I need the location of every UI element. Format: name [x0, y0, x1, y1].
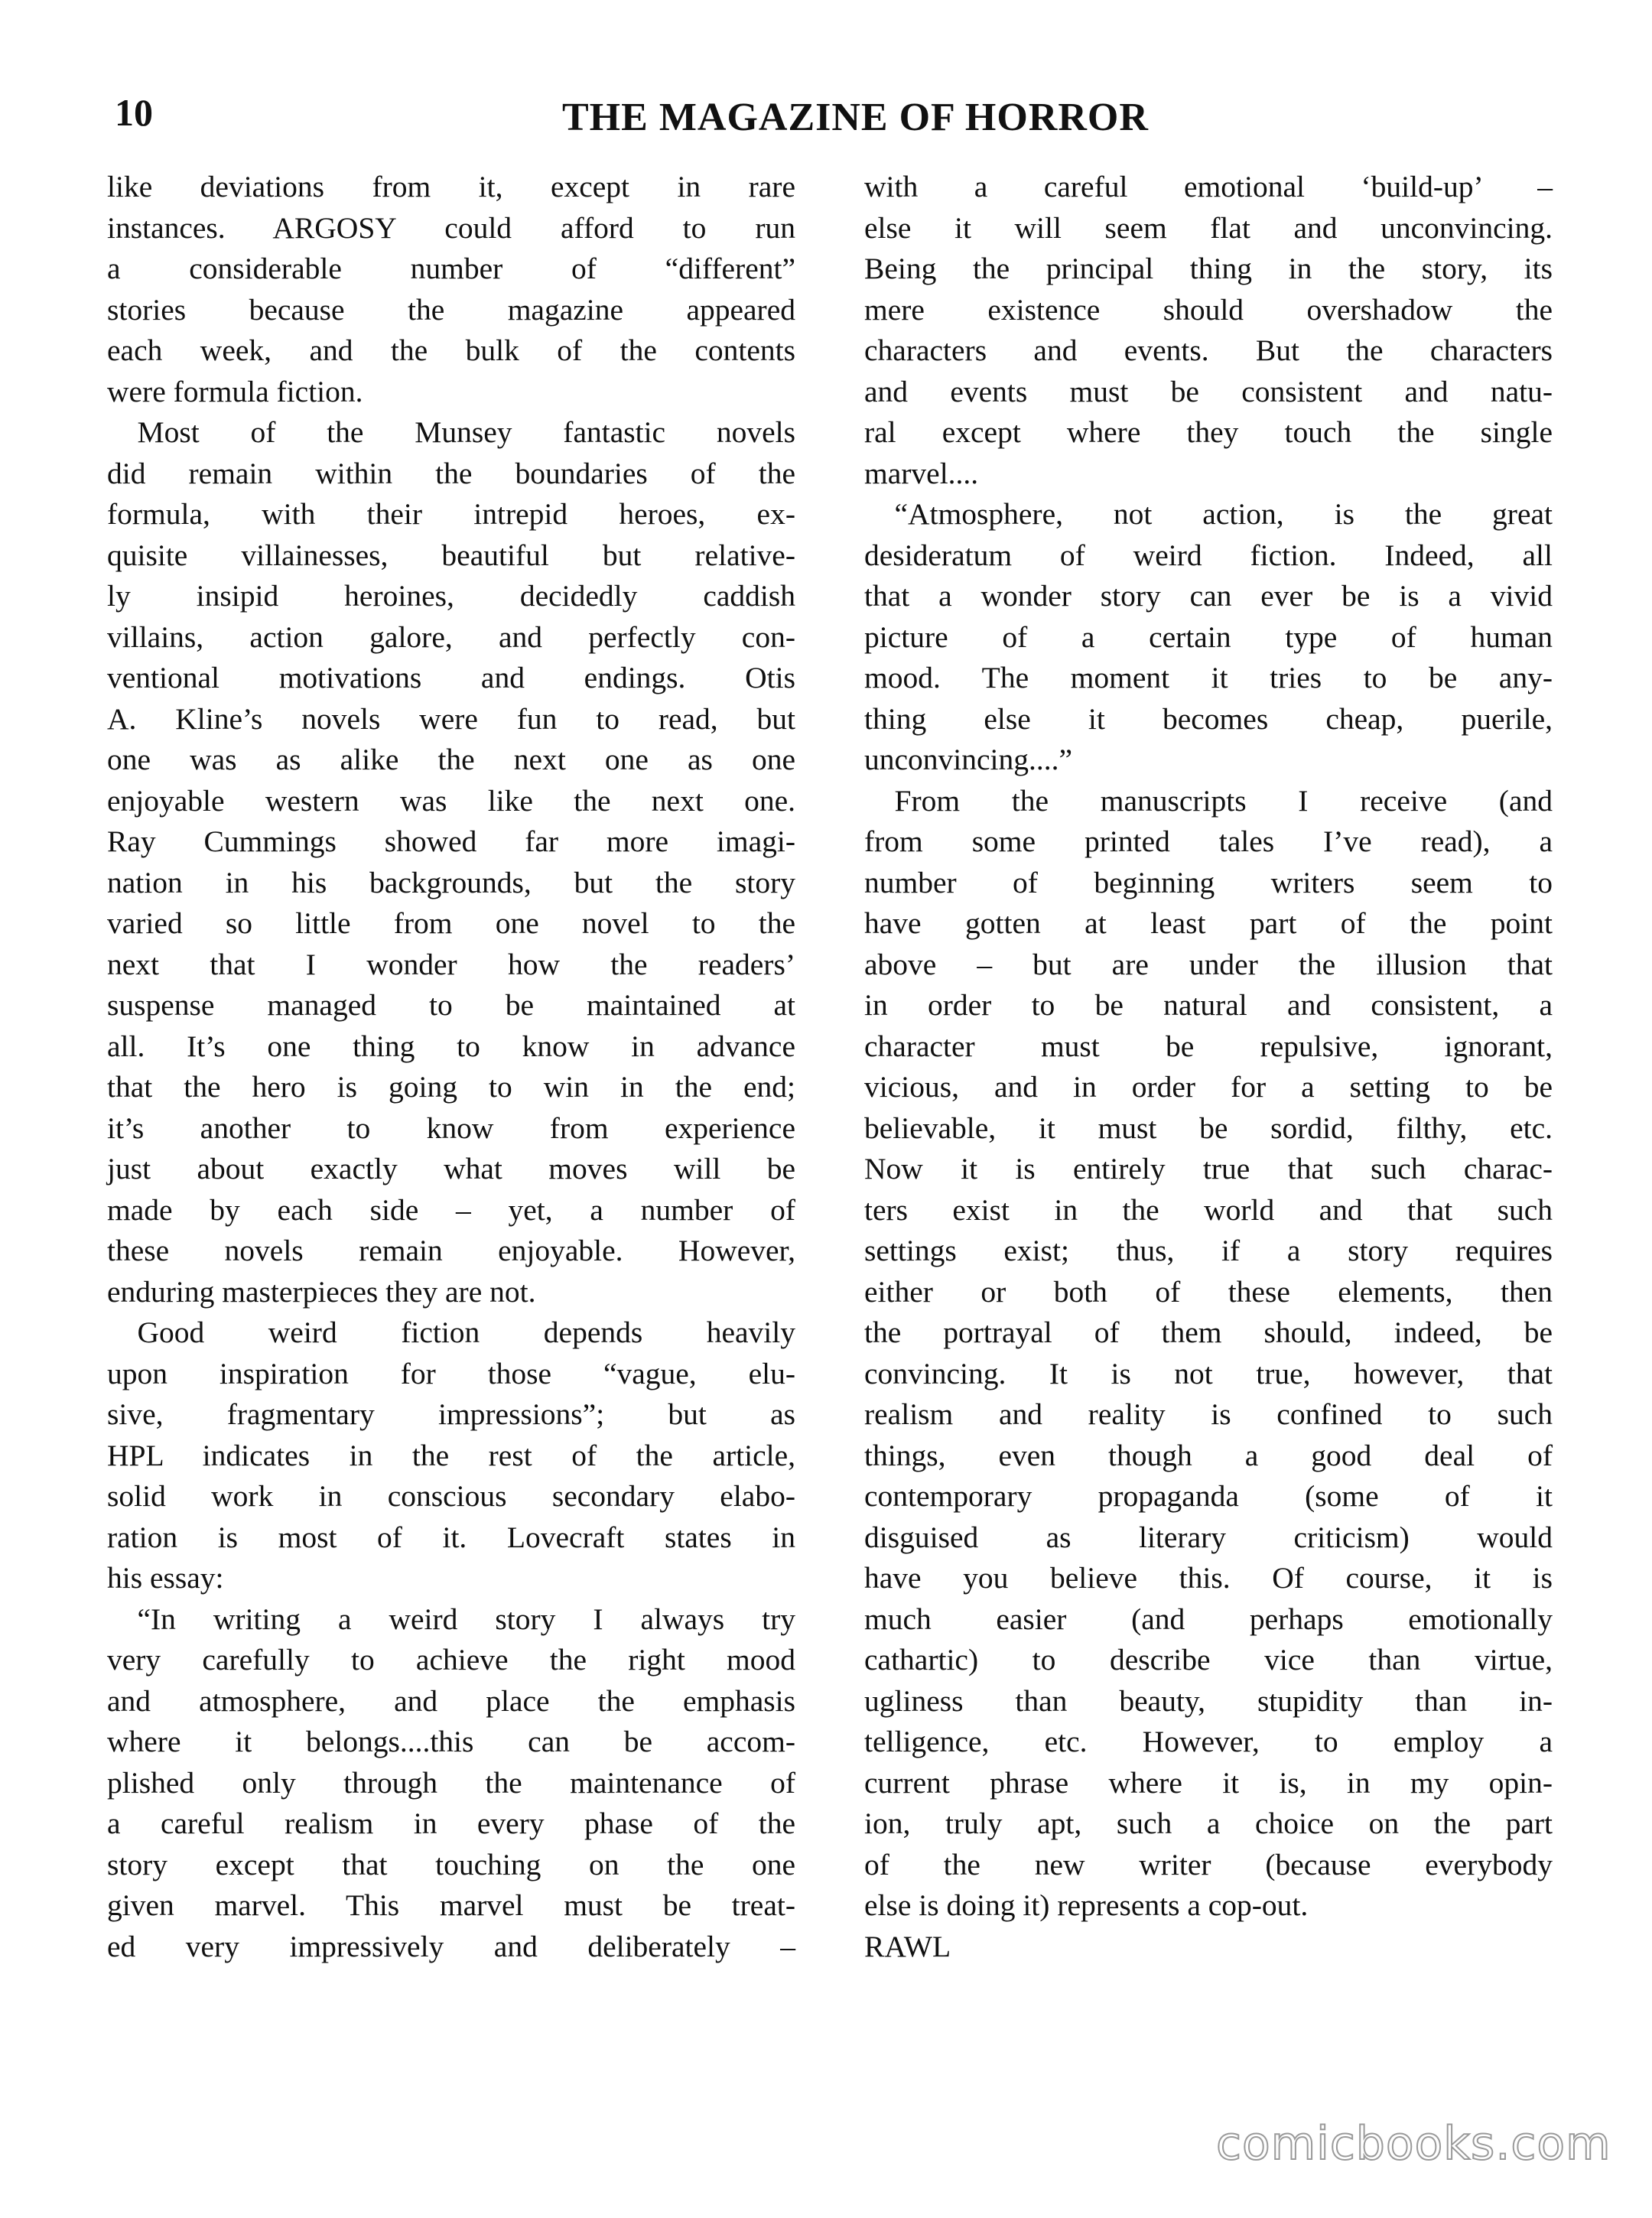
text-line: vicious, and in order for a setting to be — [864, 1070, 1553, 1104]
text-line: have you believe this. Of course, it is — [864, 1561, 1553, 1595]
text-line: picture of a certain type of human — [864, 620, 1553, 654]
text-line: one was as alike the next one as one — [107, 743, 795, 776]
text-line: ly insipid heroines, decidedly caddish — [107, 579, 795, 613]
left-text-column — [107, 167, 795, 1967]
text-line: formula, with their intrepid heroes, ex- — [107, 497, 795, 531]
text-line: marvel.... — [864, 456, 979, 490]
text-line: much easier (and perhaps emotionally — [864, 1602, 1553, 1636]
text-line: all. It’s one thing to know in advance — [107, 1029, 795, 1063]
text-line: where it belongs....this can be accom- — [107, 1725, 795, 1758]
text-line: Ray Cummings showed far more imagi- — [107, 824, 795, 858]
text-line: solid work in conscious secondary elabo- — [107, 1479, 795, 1513]
text-line: realism and reality is confined to such — [864, 1397, 1553, 1431]
text-line: and events must be consistent and natu- — [864, 374, 1553, 408]
text-line: character must be repulsive, ignorant, — [864, 1029, 1553, 1063]
text-line: these novels remain enjoyable. However, — [107, 1234, 795, 1267]
text-line: that a wonder story can ever be is a vivid — [864, 579, 1553, 613]
text-line: quisite villainesses, beautiful but relative- — [107, 538, 795, 572]
text-line: RAWL — [864, 1929, 951, 1963]
text-line: sive, fragmentary impressions”; but as — [107, 1397, 795, 1431]
text-line: instances. ARGOSY could afford to run — [107, 210, 795, 245]
text-line: mood. The moment it tries to be any- — [864, 661, 1553, 694]
text-line: either or both of these elements, then — [864, 1274, 1553, 1309]
text-line: plished only through the maintenance of — [107, 1765, 795, 1800]
text-line: upon inspiration for those “vague, elu- — [107, 1356, 795, 1390]
text-line: else it will seem flat and unconvincing. — [864, 210, 1553, 245]
text-line: story except that touching on the one — [107, 1847, 795, 1881]
text-line: things, even though a good deal of — [864, 1438, 1553, 1472]
text-line: A. Kline’s novels were fun to read, but — [107, 701, 795, 736]
text-line: desideratum of weird fiction. Indeed, all — [864, 538, 1553, 572]
text-line: have gotten at least part of the point — [864, 906, 1553, 940]
watermark-logo: comicbooks.com — [1216, 2117, 1611, 2171]
text-line: Most of the Munsey fantastic novels — [107, 415, 795, 449]
text-line: mere existence should overshadow the — [864, 292, 1553, 327]
text-line: characters and events. But the characters — [864, 333, 1553, 367]
text-line: cathartic) to describe vice than virtue, — [864, 1643, 1553, 1677]
running-head-title: THE MAGAZINE OF HORROR — [562, 96, 1149, 139]
text-line: convincing. It is not true, however, that — [864, 1356, 1553, 1390]
text-line: HPL indicates in the rest of the article, — [107, 1438, 795, 1472]
text-line: ral except where they touch the single — [864, 415, 1553, 449]
text-line: enjoyable western was like the next one. — [107, 783, 795, 818]
text-line: next that I wonder how the readers’ — [107, 947, 795, 981]
text-line: Good weird fiction depends heavily — [107, 1316, 795, 1349]
text-line: number of beginning writers seem to — [864, 865, 1553, 899]
text-line: ration is most of it. Lovecraft states in — [107, 1520, 795, 1554]
text-line: telligence, etc. However, to employ a — [864, 1725, 1553, 1758]
text-line: thing else it becomes cheap, puerile, — [864, 701, 1553, 736]
text-line: did remain within the boundaries of the — [107, 456, 795, 490]
text-line: it’s another to know from experience — [107, 1111, 795, 1145]
text-line: “In writing a weird story I always try — [107, 1602, 795, 1636]
text-line: each week, and the bulk of the contents — [107, 333, 795, 367]
text-line: nation in his backgrounds, but the story — [107, 865, 795, 899]
text-line: ion, truly apt, such a choice on the part — [864, 1807, 1553, 1840]
text-line: that the hero is going to win in the end; — [107, 1070, 795, 1104]
text-line: Being the principal thing in the story, its — [864, 252, 1553, 285]
text-line: stories because the magazine appeared — [107, 292, 795, 327]
text-line: believable, it must be sordid, filthy, etc. — [864, 1111, 1553, 1145]
text-line: made by each side – yet, a number of — [107, 1192, 795, 1227]
text-line: the portrayal of them should, indeed, be — [864, 1316, 1553, 1349]
text-line: settings exist; thus, if a story requires — [864, 1234, 1553, 1267]
text-line: very carefully to achieve the right mood — [107, 1643, 795, 1677]
right-text-column — [864, 167, 1553, 1967]
text-line: and atmosphere, and place the emphasis — [107, 1683, 795, 1718]
text-line: else is doing it) represents a cop-out. — [864, 1888, 1309, 1922]
text-line: From the manuscripts I receive (and — [864, 783, 1553, 818]
text-line: varied so little from one novel to the — [107, 906, 795, 940]
text-line: with a careful emotional ‘build-up’ – — [864, 170, 1553, 203]
text-line: suspense managed to be maintained at — [107, 988, 795, 1022]
text-line: a considerable number of “different” — [107, 252, 795, 285]
text-line: of the new writer (because everybody — [864, 1847, 1553, 1881]
text-line: in order to be natural and consistent, a — [864, 988, 1553, 1022]
text-line: like deviations from it, except in rare — [107, 170, 795, 203]
text-line: ed very impressively and deliberately – — [107, 1929, 795, 1963]
text-line: Now it is entirely true that such charac- — [864, 1152, 1553, 1185]
text-line: above – but are under the illusion that — [864, 947, 1553, 981]
page-number: 10 — [115, 91, 153, 134]
text-line: from some printed tales I’ve read), a — [864, 824, 1553, 858]
text-line: ters exist in the world and that such — [864, 1192, 1553, 1227]
text-line: enduring masterpieces they are not. — [107, 1274, 536, 1309]
text-line: contemporary propaganda (some of it — [864, 1479, 1553, 1513]
text-line: villains, action galore, and perfectly con- — [107, 620, 795, 654]
text-line: current phrase where it is, in my opin- — [864, 1765, 1553, 1800]
text-line: ventional motivations and endings. Otis — [107, 661, 795, 694]
text-line: just about exactly what moves will be — [107, 1152, 795, 1185]
text-line: were formula fiction. — [107, 374, 363, 408]
text-line: ugliness than beauty, stupidity than in- — [864, 1683, 1553, 1718]
text-line: given marvel. This marvel must be treat- — [107, 1888, 795, 1922]
text-line: unconvincing....” — [864, 743, 1073, 776]
text-line: a careful realism in every phase of the — [107, 1807, 795, 1840]
text-line: disguised as literary criticism) would — [864, 1520, 1553, 1554]
text-line: his essay: — [107, 1561, 224, 1595]
text-line: “Atmosphere, not action, is the great — [864, 497, 1553, 531]
